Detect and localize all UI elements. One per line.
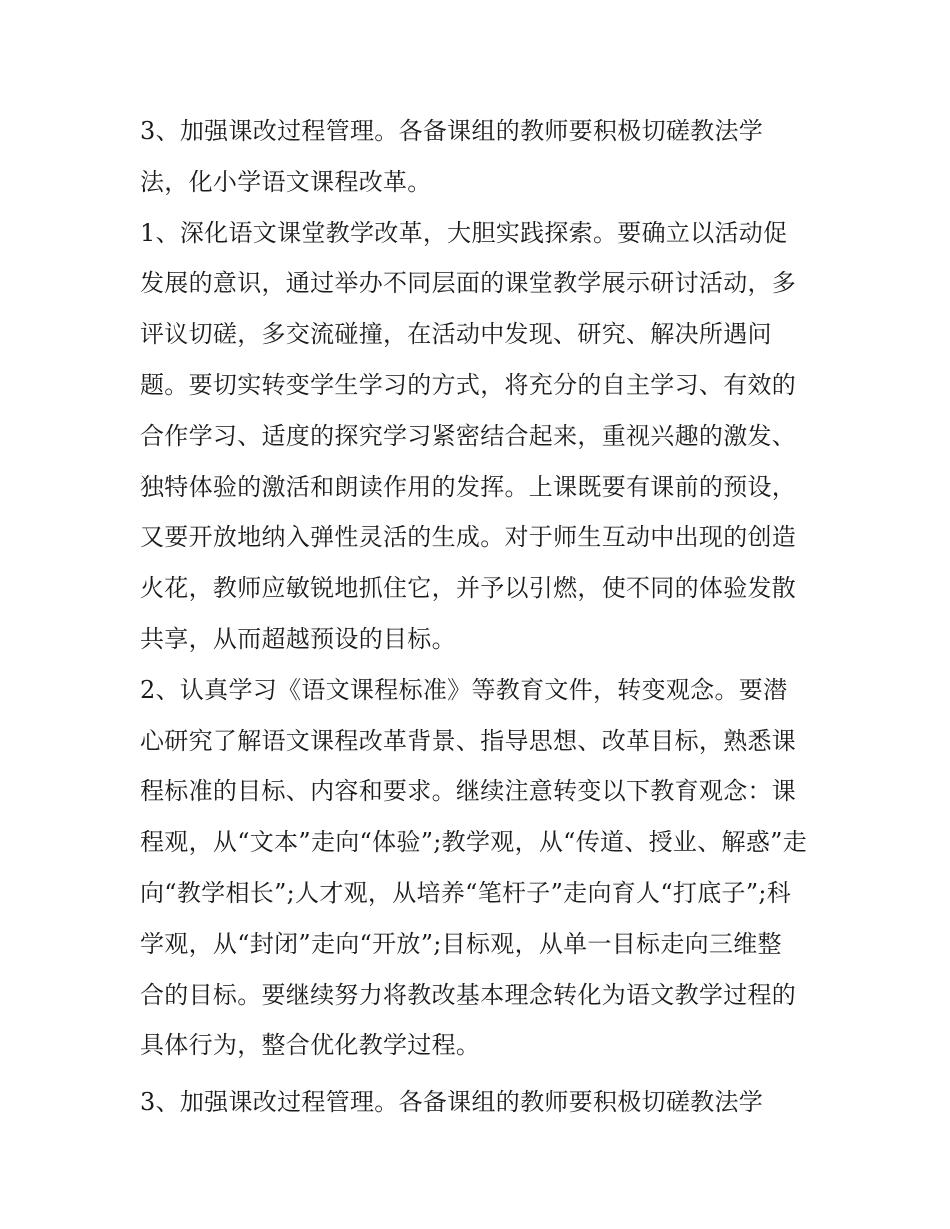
paragraph-3-intro [140,112,820,214]
text-line: 学观，从“封闭”走向“开放”;目标观，从单一目标走向三维整 [140,929,782,958]
text-line: 合的目标。要继续努力将教改基本理念转化为语文教学过程的 [140,980,797,1009]
document-body [140,112,820,1134]
text-line: 合作学习、适度的探究学习紧密结合起来，重视兴趣的激发、 [140,421,797,450]
text-line: 发展的意识，通过举办不同层面的课堂教学展示研讨活动，多 [140,269,797,298]
text-line: 题。要切实转变学生学习的方式，将充分的自主学习、有效的 [140,370,797,399]
paragraph-1 [140,214,820,671]
text-line: 程标准的目标、内容和要求。继续注意转变以下教育观念：课 [140,777,797,806]
text-line: 共享，从而超越预设的目标。 [140,624,456,653]
text-line: 2、认真学习《语文课程标准》等教育文件，转变观念。要潜 [140,675,788,704]
text-line: 1、深化语文课堂教学改革，大胆实践探索。要确立以活动促 [140,218,788,247]
text-line: 独特体验的激活和朗读作用的发挥。上课既要有课前的预设， [140,472,797,501]
text-line: 3、加强课改过程管理。各备课组的教师要积极切磋教法学 [140,117,764,145]
text-line: 法，化小学语文课程改革。 [140,167,432,196]
text-line: 具体行为，整合优化教学过程。 [140,1031,481,1060]
text-line: 心研究了解语文课程改革背景、指导思想、改革目标，熟悉课 [140,726,797,755]
paragraph-3-repeat [140,1083,820,1134]
text-line: 又要开放地纳入弹性灵活的生成。对于师生互动中出现的创造 [140,523,797,552]
text-line: 火花，教师应敏锐地抓住它，并予以引燃，使不同的体验发散 [140,574,797,603]
text-line: 评议切磋，多交流碰撞，在活动中发现、研究、解决所遇问 [140,320,772,349]
paragraph-2 [140,671,820,1077]
text-line: 向“教学相长”;人才观，从培养“笔杆子”走向育人“打底子”;科 [140,878,792,907]
text-line: 3、加强课改过程管理。各备课组的教师要积极切磋教法学 [140,1088,764,1117]
text-line: 程观，从“文本”走向“体验”;教学观，从“传道、授业、解惑”走 [140,828,808,857]
